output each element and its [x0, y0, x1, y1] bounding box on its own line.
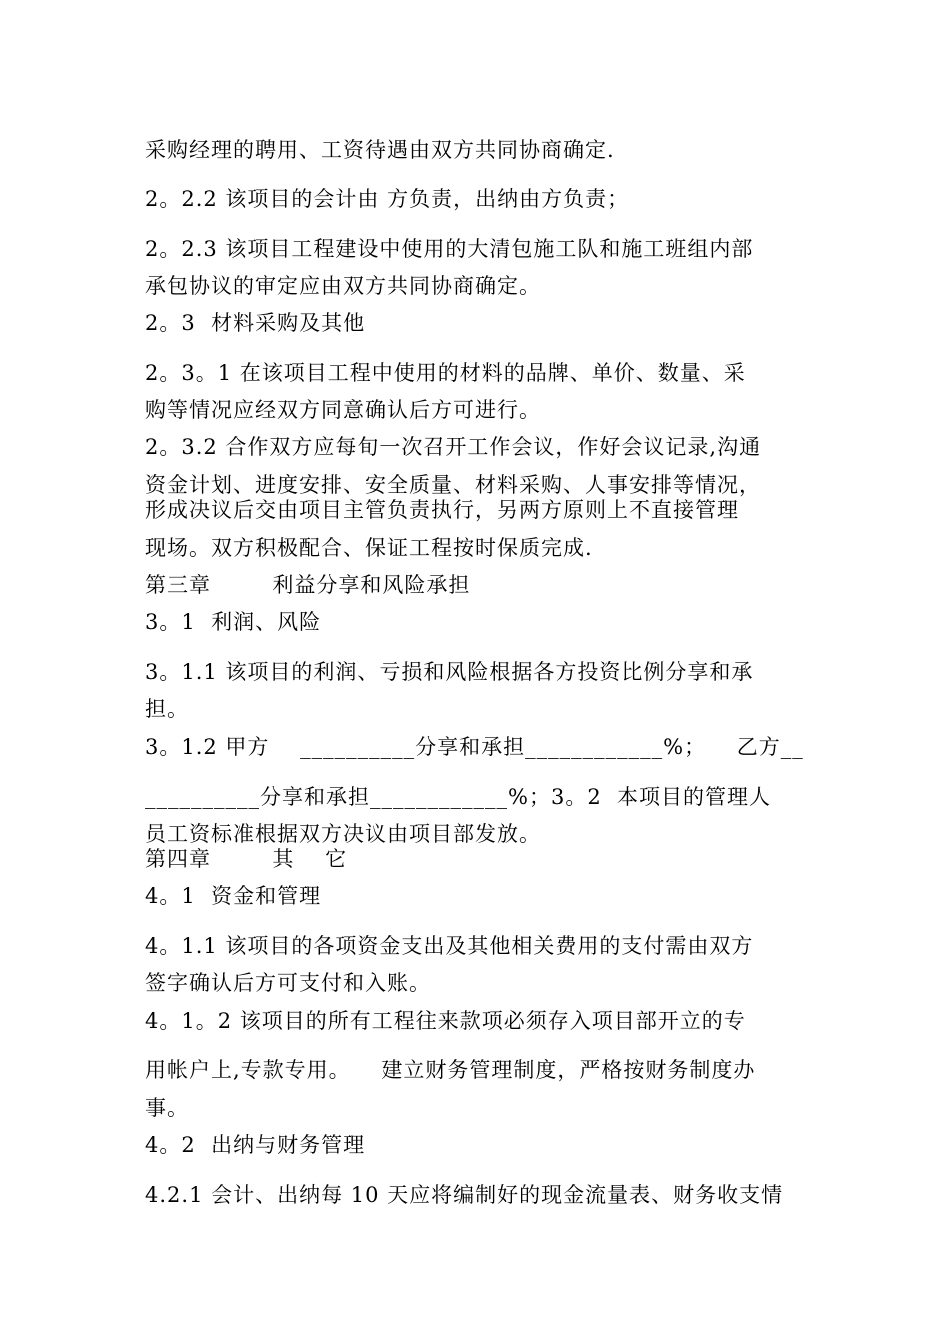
- chapter-heading: 第四章 其 它: [145, 847, 348, 871]
- text-line: 3。1.2 甲方 __________分享和承担____________%； 乙方__: [145, 735, 804, 759]
- text-line: 承包协议的审定应由双方共同协商确定。: [145, 274, 541, 298]
- text-line: 2。2.3 该项目工程建设中使用的大清包施工队和施工班组内部: [145, 237, 754, 261]
- text-line: 签字确认后方可支付和入账。: [145, 971, 431, 995]
- text-line: 资金计划、进度安排、安全质量、材料采购、人事安排等情况，: [145, 473, 761, 497]
- text-line: 用帐户上,专款专用。 建立财务管理制度，严格按财务制度办: [145, 1058, 756, 1082]
- text-line: 3。1.1 该项目的利润、亏损和风险根据各方投资比例分享和承: [145, 660, 754, 684]
- text-line: 形成决议后交由项目主管负责执行，另两方原则上不直接管理: [145, 498, 739, 522]
- text-line: __________分享和承担____________%；3。2 本项目的管理人: [145, 785, 772, 809]
- text-line: 购等情况应经双方同意确认后方可进行。: [145, 398, 541, 422]
- text-line: 2。2.2 该项目的会计由 方负责，出纳由方负责；: [145, 187, 630, 211]
- text-line: 担。: [145, 697, 189, 721]
- text-line: 现场。双方积极配合、保证工程按时保质完成.: [145, 536, 593, 560]
- text-line: 4。1。2 该项目的所有工程往来款项必须存入项目部开立的专: [145, 1009, 746, 1033]
- text-line: 4。1.1 该项目的各项资金支出及其他相关费用的支付需由双方: [145, 934, 754, 958]
- section-heading: 2。3 材料采购及其他: [145, 311, 366, 335]
- text-line: 4.2.1 会计、出纳每 10 天应将编制好的现金流量表、财务收支情: [145, 1183, 784, 1207]
- text-line: 事。: [145, 1096, 189, 1120]
- text-line: 2。3.2 合作双方应每旬一次召开工作会议，作好会议记录,沟通: [145, 435, 762, 459]
- text-line: 员工资标准根据双方决议由项目部发放。: [145, 822, 541, 846]
- chapter-heading: 第三章 利益分享和风险承担: [145, 573, 471, 597]
- section-heading: 3。1 利润、风险: [145, 610, 322, 634]
- section-heading: 4。2 出纳与财务管理: [145, 1133, 366, 1157]
- text-line: 采购经理的聘用、工资待遇由双方共同协商确定.: [145, 138, 615, 162]
- text-line: 2。3。1 在该项目工程中使用的材料的品牌、单价、数量、采: [145, 361, 746, 385]
- section-heading: 4。1 资金和管理: [145, 884, 322, 908]
